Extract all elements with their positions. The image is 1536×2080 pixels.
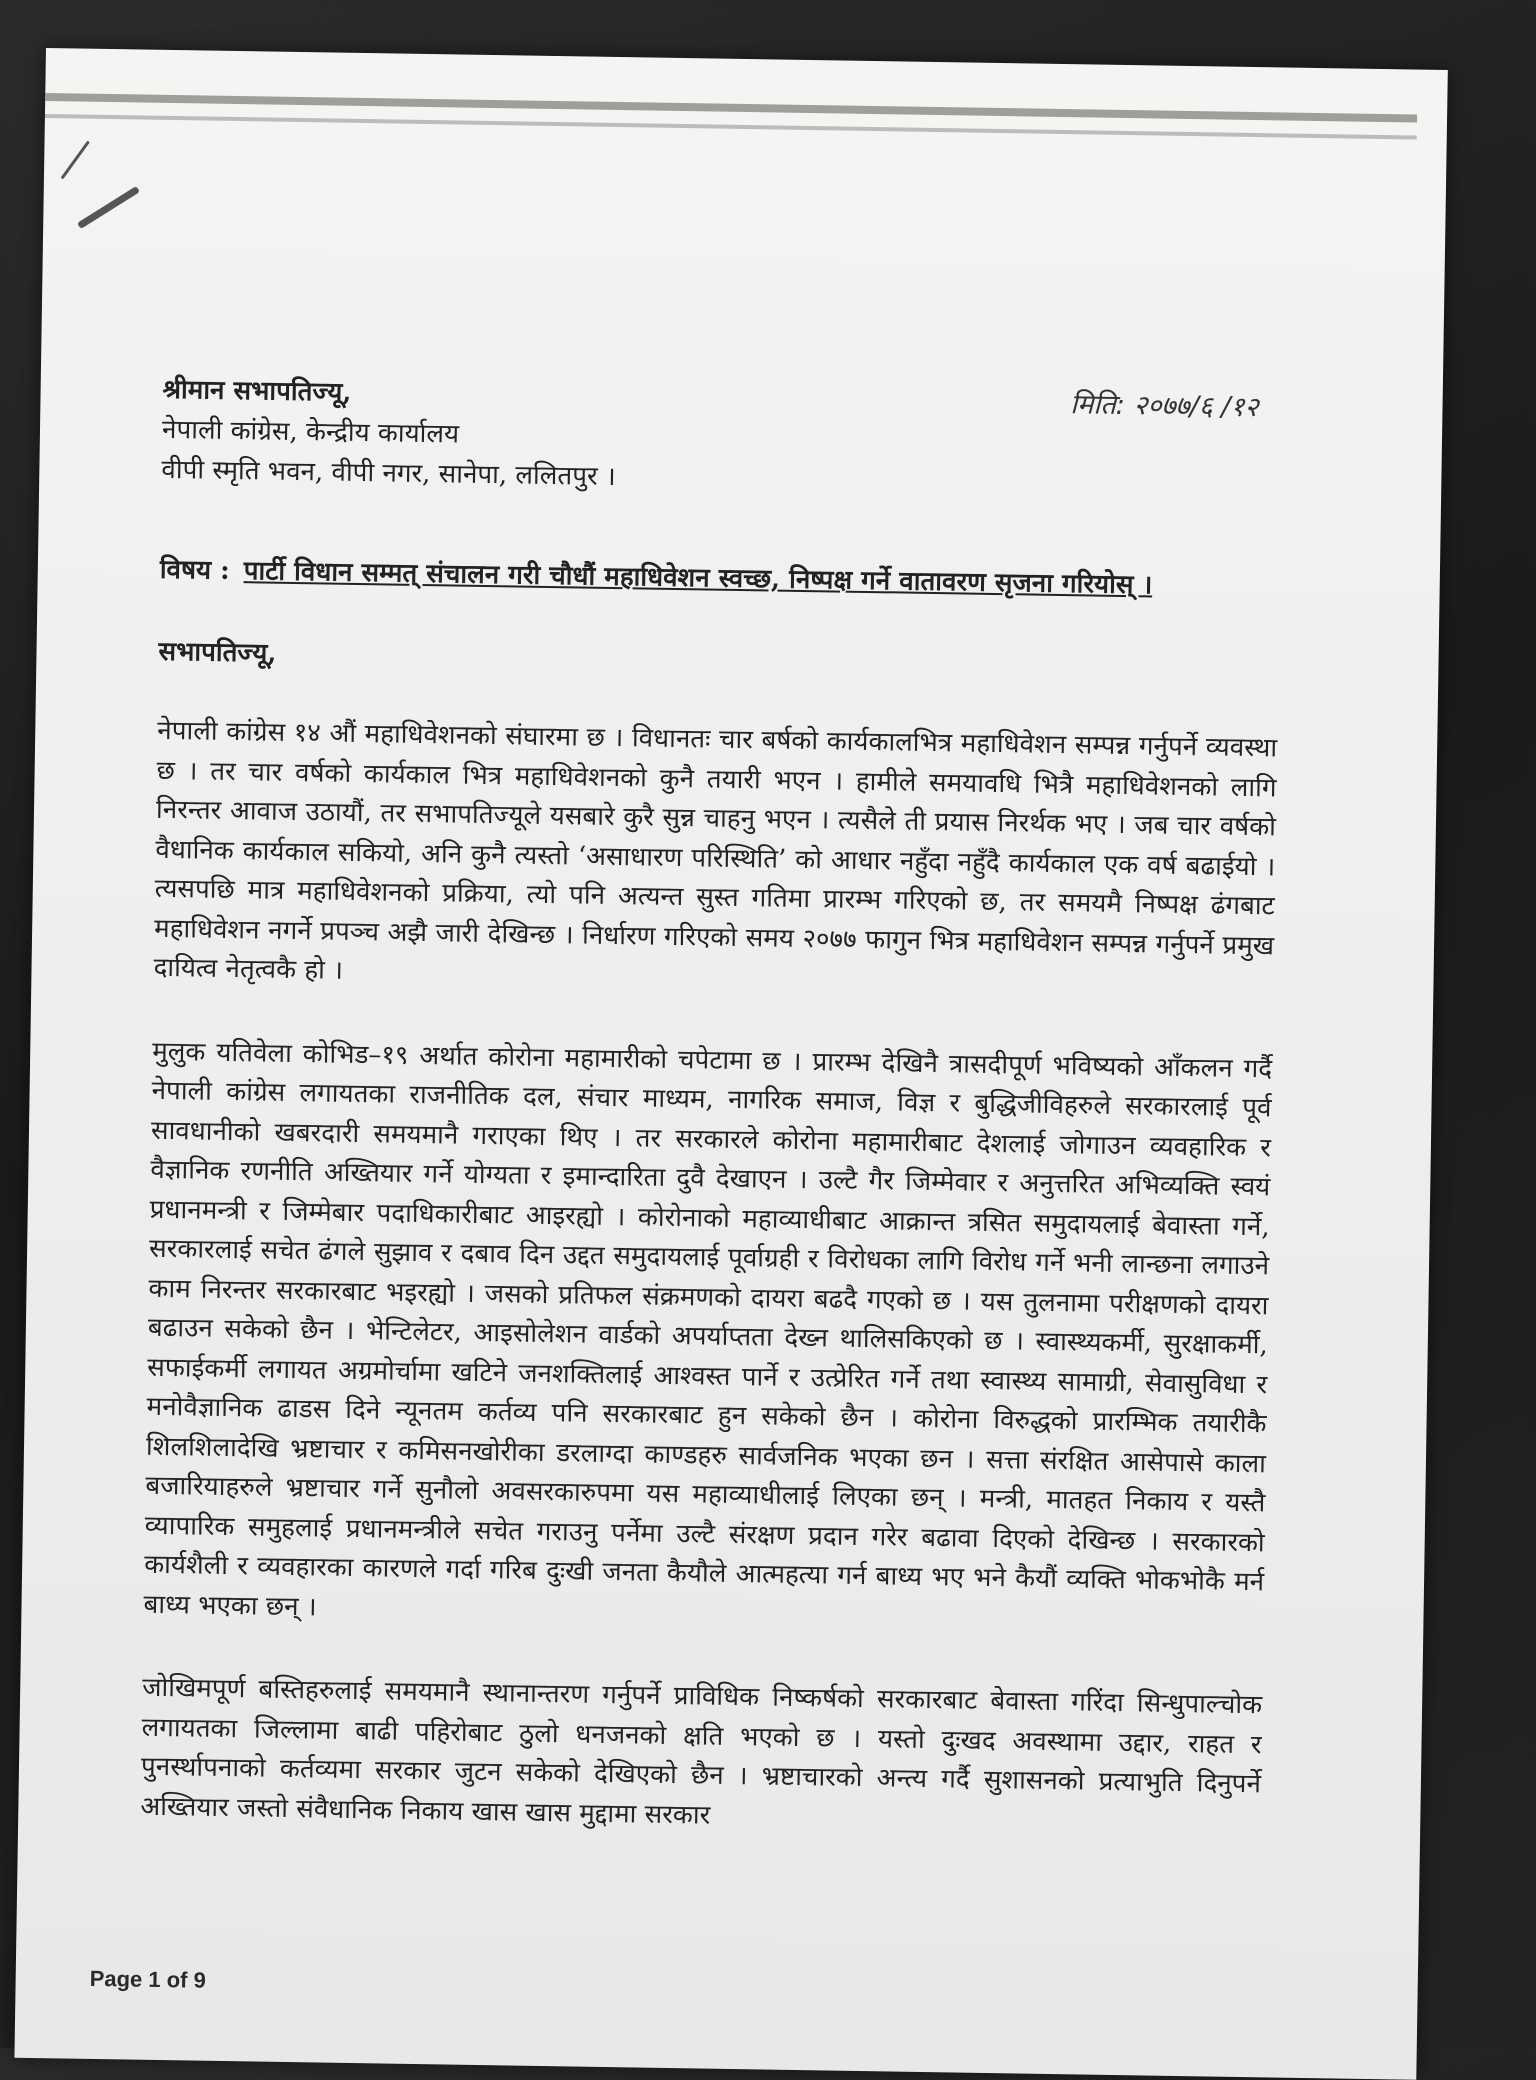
page-number: Page 1 of 9 — [89, 1965, 207, 1993]
recipient-organization: नेपाली कांग्रेस, केन्द्रीय कार्यालय — [161, 414, 460, 450]
subject-text: पार्टी विधान सम्मत् संचालन गरी चौधौं महाधिवेशन स्वच्छ, निष्पक्ष गर्ने वातावरण सृजना गरियोस् । — [243, 556, 1153, 601]
letter-body — [140, 370, 1283, 1870]
subject-label: विषय : — [159, 554, 230, 586]
paragraph: नेपाली कांग्रेस १४ औं महाधिवेशनको संघारमा छ । विधानतः चार बर्षको कार्यकालभित्र महाधिवेशन सम्पन्न गर्नुपर्ने व्यवस्था छ । तर चार वर्षको कार्यकाल भित्र महाधिवेशनको कुनै तयारी भएन । हामीले समयावधि भित्रै महाधिवेशनको लागि निरन्तर आवाज उठायौं, तर सभापतिज्यूले यसबारे कुरै सुन्न चाहनु भएन । त्यसैले ती प्रयास निरर्थक भए । जब चार वर्षको वैधानिक कार्यकाल सकियो, अनि कुनै त्यस्तो ‘असाधारण परिस्थिति’ को आधार नहुँदा नहुँदै कार्यकाल एक वर्ष बढाईयो । त्यसपछि मात्र महाधिवेशनको प्रक्रिया, त्यो पनि अत्यन्त सुस्त गतिमा प्रारम्भ गरिएको छ, तर समयमै निष्पक्ष ढंगबाट महाधिवेशन नगर्ने प्रपञ्च अझै जारी देखिन्छ । निर्धारण गरिएको समय २०७७ फागुन भित्र महाधिवेशन सम्पन्न गर्नुपर्ने प्रमुख दायित्व नेतृत्वकै हो । — [153, 715, 1278, 986]
greeting: सभापतिज्यू, — [158, 636, 277, 669]
document-page — [14, 48, 1447, 2080]
paragraph: जोखिमपूर्ण बस्तिहरुलाई समयमानै स्थानान्तरण गर्नुपर्ने प्राविधिक निष्कर्षको सरकारबाट बेवास्ता गरिंदा सिन्धुपाल्चोक लगायतका जिल्लामा बाढी पहिरोबाट ठुलो धनजनको क्षति भएको छ । यस्तो दुःखद अवस्थामा उद्दार, राहत र पुनर्स्थापनाको कर्तव्यमा सरकार जुटन सकेको देखिएको छैन । भ्रष्टाचारको अन्त्य गर्दै सुशासनको प्रत्याभुति दिनुपर्ने अख्तियार जस्तो संवैधानिक निकाय खास खास मुद्दामा सरकार — [140, 1672, 1263, 1831]
paragraph: मुलुक यतिवेला कोभिड–१९ अर्थात कोरोना महामारीको चपेटामा छ । प्रारम्भ देखिनै त्रासदीपूर्ण भविष्यको आँकलन गर्दै नेपाली कांग्रेस लगायतका राजनीतिक दल, संचार माध्यम, नागरिक समाज, विज्ञ र बुद्धिजीविहरुले सरकारलाई पूर्व सावधानीको खबरदारी समयमानै गराएका थिए । तर सरकारले कोरोना महामारीबाट देशलाई जोगाउन व्यवहारिक र वैज्ञानिक रणनीति अख्तियार गर्ने योग्यता र इमान्दारिता दुवै देखाएन । उल्टै गैर जिम्मेवार र अनुत्तरित अभिव्यक्ति स्वयं प्रधानमन्त्री र जिम्मेबार पदाधिकारीबाट आइरह्यो । कोरोनाको महाव्याधीबाट आक्रान्त त्रसित समुदायलाई बेवास्ता गर्ने, सरकारलाई सचेत ढंगले सुझाव र दबाव दिन उद्दत समुदायलाई पूर्वाग्रही र विरोधका लागि विरोध गर्ने भनी लान्छना लगाउने काम निरन्तर सरकारबाट भइरह्यो । जसको प्रतिफल संक्रमणको दायरा बढदै गएको छ । यस तुलनामा परीक्षणको दायरा बढाउन सकेको छैन । भेन्टिलेटर, आइसोलेशन वार्डको अपर्याप्तता देख्न थालिसकिएको छ । स्वास्थ्यकर्मी, सुरक्षाकर्मी, सफाईकर्मी लगायत अग्रमोर्चामा खटिने जनशक्तिलाई आश्वस्त पार्ने र उत्प्रेरित गर्ने तथा स्वास्थ्य सामाग्री, सेवासुविधा र मनोवैज्ञानिक ढाडस दिने न्यूनतम कर्तव्य पनि सरकारबाट हुन सकेको छैन । कोरोना विरुद्धको प्रारम्भिक तयारीकै शिलशिलादेखि भ्रष्टाचार र कमिसनखोरीका डरलाग्दा काण्डहरु सार्वजनिक भएका छन । सत्ता संरक्षित आसेपासे काला बजारियाहरुले भ्रष्टाचार गर्ने सुनौलो अवसरकारुपमा यस महाव्याधीलाई लिएका छन् । मन्त्री, मातहत निकाय र यस्तै व्यापारिक समुहलाई प्रधानमन्त्रीले सचेत गराउनु पर्नेमा उल्टै संरक्षण प्रदान गरेर बढावा दिएको देखिन्छ । सरकारको कार्यशैली र व्यवहारका कारणले गर्दा गरिब दुःखी जनता कैयौले आत्महत्या गर्न बाध्य भए भने कैयौं व्यक्ति भोकभोकै मर्न बाध्य भएका छन् । — [143, 1036, 1273, 1622]
recipient-name: श्रीमान सभापतिज्यू, — [162, 374, 352, 408]
pen-mark — [61, 140, 90, 179]
letter-date: मिति: २०७७/६ /१२ — [1070, 389, 1259, 424]
subject-line — [160, 550, 1280, 608]
recipient-address: वीपी स्मृति भवन, वीपी नगर, सानेपा, ललितपुर । — [161, 454, 616, 493]
pen-mark — [77, 186, 140, 229]
